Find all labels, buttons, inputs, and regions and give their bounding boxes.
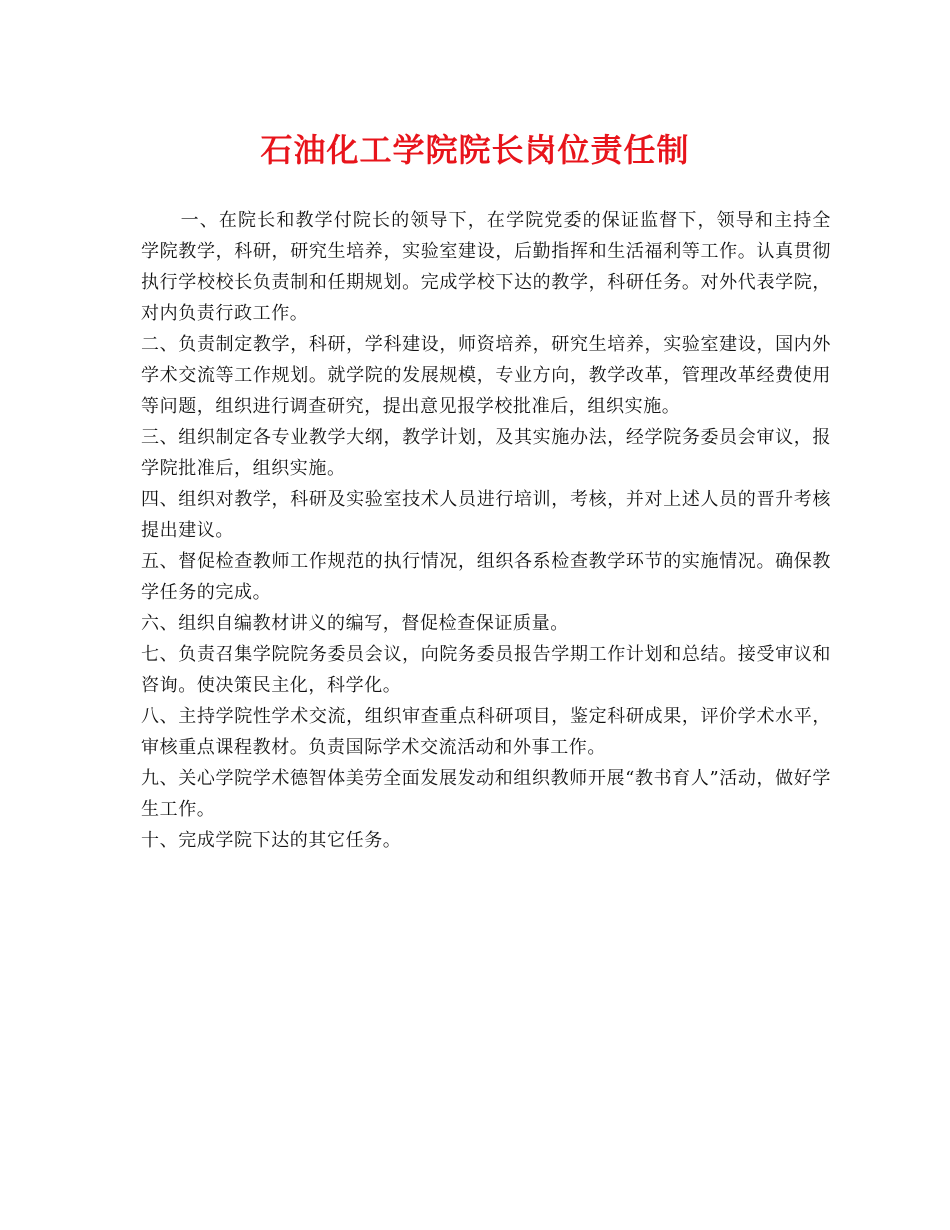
paragraph-8: 八、主持学院性学术交流，组织审查重点科研项目，鉴定科研成果，评价学术水平，审核重点课程教材。负责国际学术交流活动和外事工作。 bbox=[141, 706, 831, 758]
paragraph-9: 九、关心学院学术德智体美劳全面发展发动和组织教师开展“教书育人”活动，做好学生工作。 bbox=[141, 768, 831, 820]
document-title: 石油化工学院院长岗位责任制 bbox=[260, 131, 690, 169]
paragraph-6: 六、组织自编教材讲义的编写，督促检查保证质量。 bbox=[141, 613, 569, 634]
paragraph-4: 四、组织对教学，科研及实验室技术人员进行培训，考核，并对上述人员的晋升考核提出建议。 bbox=[141, 489, 831, 541]
paragraph-5: 五、督促检查教师工作规范的执行情况，组织各系检查教学环节的实施情况。确保教学任务的完成。 bbox=[141, 551, 831, 603]
document-body bbox=[141, 205, 831, 856]
paragraph-1: 一、在院长和教学付院长的领导下，在学院党委的保证监督下，领导和主持全学院教学，科研，研究生培养，实验室建设，后勤指挥和生活福利等工作。认真贯彻执行学校校长负责制和任期规划。完成学校下达的教学，科研任务。对外代表学院，对内负责行政工作。 bbox=[141, 210, 831, 324]
paragraph-10: 十、完成学院下达的其它任务。 bbox=[141, 830, 402, 851]
paragraph-7: 七、负责召集学院院务委员会议，向院务委员报告学期工作计划和总结。接受审议和咨询。使决策民主化，科学化。 bbox=[141, 644, 831, 696]
paragraph-3: 三、组织制定各专业教学大纲，教学计划，及其实施办法，经学院务委员会审议，报学院批准后，组织实施。 bbox=[141, 427, 831, 479]
paragraph-2: 二、负责制定教学，科研，学科建设，师资培养，研究生培养，实验室建设，国内外学术交流等工作规划。就学院的发展规模，专业方向，教学改革，管理改革经费使用等问题，组织进行调查研究，提出意见报学校批准后，组织实施。 bbox=[141, 334, 831, 417]
